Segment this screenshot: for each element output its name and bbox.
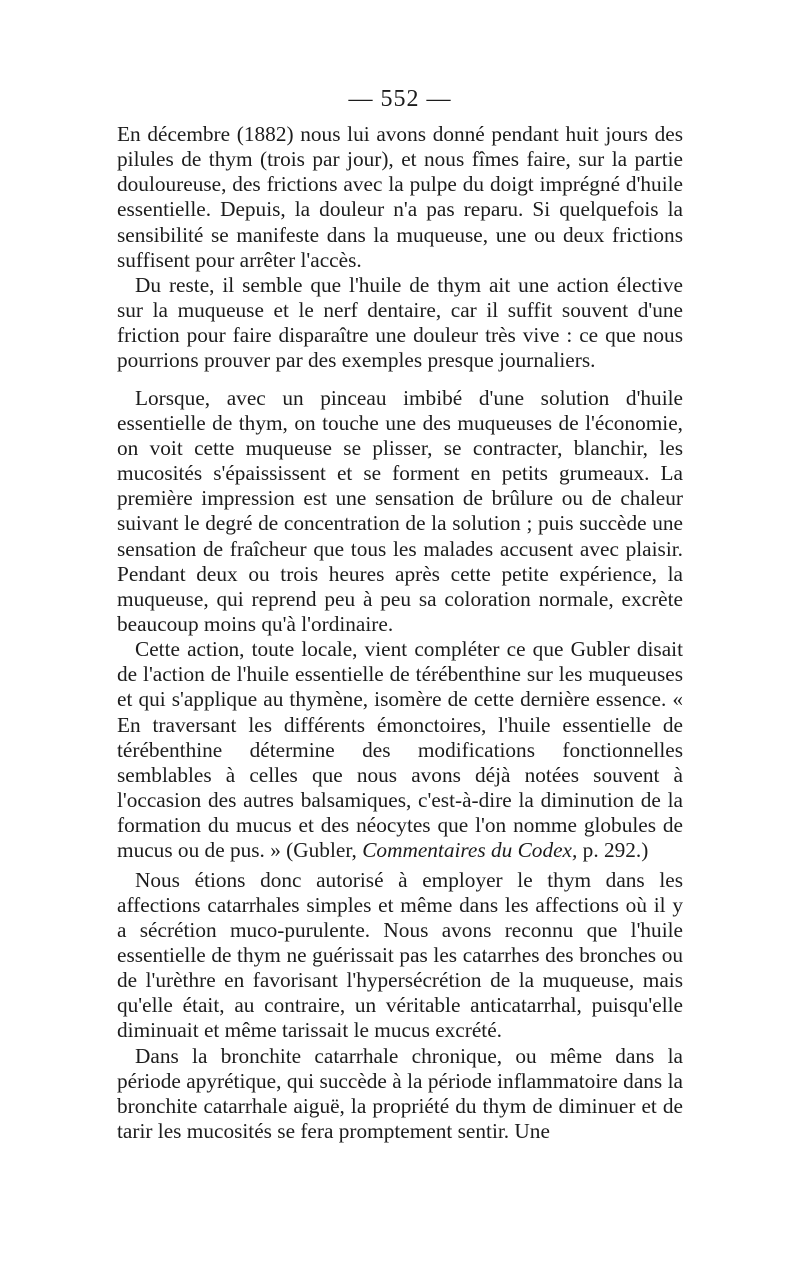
paragraph-1: En décembre (1882) nous lui avons donné pendant huit jours des pilules de thym (trois par jour), et nous fîmes faire, sur la partie douloureuse, des frictions avec la pulpe du doigt imprégné d'huile essentielle. Depuis, la douleur n'a pas reparu. Si quelquefois la sensibilité se manifeste dans la muqueuse, une ou deux frictions suffisent pour arrêter l'accès. [117, 122, 683, 272]
body-text [117, 122, 683, 1144]
paragraph-4-text: Cette action, toute locale, vient compléter ce que Gubler disait de l'action de l'huile essentielle de térébenthine sur les muqueuses et qui s'applique au thymène, isomère de cette dernière essence. « En traversant les différents émonctoires, l'huile essentielle de térébenthine détermine des modifications fonctionnelles semblables à celles que nous avons déjà notées souvent à l'occasion des autres balsamiques, c'est-à-dire la diminution de la formation du mucus et des néocytes que l'on nomme globules de mucus ou de pus. » (Gubler, [117, 637, 683, 863]
page-number: — 552 — [348, 86, 452, 112]
paragraph-6: Dans la bronchite catarrhale chronique, ou même dans la période apyrétique, qui succède à la période inflammatoire dans la bronchite catarrhale aiguë, la propriété du thym de diminuer et de tarir les mucosités se fera promptement sentir. Une [117, 1043, 683, 1144]
citation-title: Commentaires du Codex, [362, 838, 578, 863]
paragraph-4 [117, 637, 683, 863]
paragraph-2: Du reste, il semble que l'huile de thym ait une action élective sur la muqueuse et le nerf dentaire, car il suffit souvent d'une friction pour faire disparaître une douleur très vive : ce que nous pourrions prouver par des exemples presque journaliers. [117, 272, 683, 373]
paragraph-4-tail: p. 292.) [577, 838, 649, 863]
paragraph-3: Lorsque, avec un pinceau imbibé d'une solution d'huile essentielle de thym, on touche une des muqueuses de l'économie, on voit cette muqueuse se plisser, se contracter, blanchir, les mucosités s'épaississent et se forment en petits grumeaux. La première impression est une sensation de brûlure ou de chaleur suivant le degré de concentration de la solution ; puis succède une sensation de fraîcheur que tous les malades accusent avec plaisir. Pendant deux ou trois heures après cette petite expérience, la muqueuse, qui reprend peu à peu sa coloration normale, excrète beaucoup moins qu'à l'ordinaire. [117, 385, 683, 636]
paragraph-5: Nous étions donc autorisé à employer le thym dans les affections catarrhales simples et même dans les affections où il y a sécrétion muco-purulente. Nous avons reconnu que l'huile essentielle de thym ne guérissait pas les catarrhes des bronches ou de l'urèthre en favorisant l'hypersécrétion de la muqueuse, mais qu'elle était, au contraire, un véritable anticatarrhal, puisqu'elle diminuait et même tarissait le mucus excrété. [117, 867, 683, 1043]
